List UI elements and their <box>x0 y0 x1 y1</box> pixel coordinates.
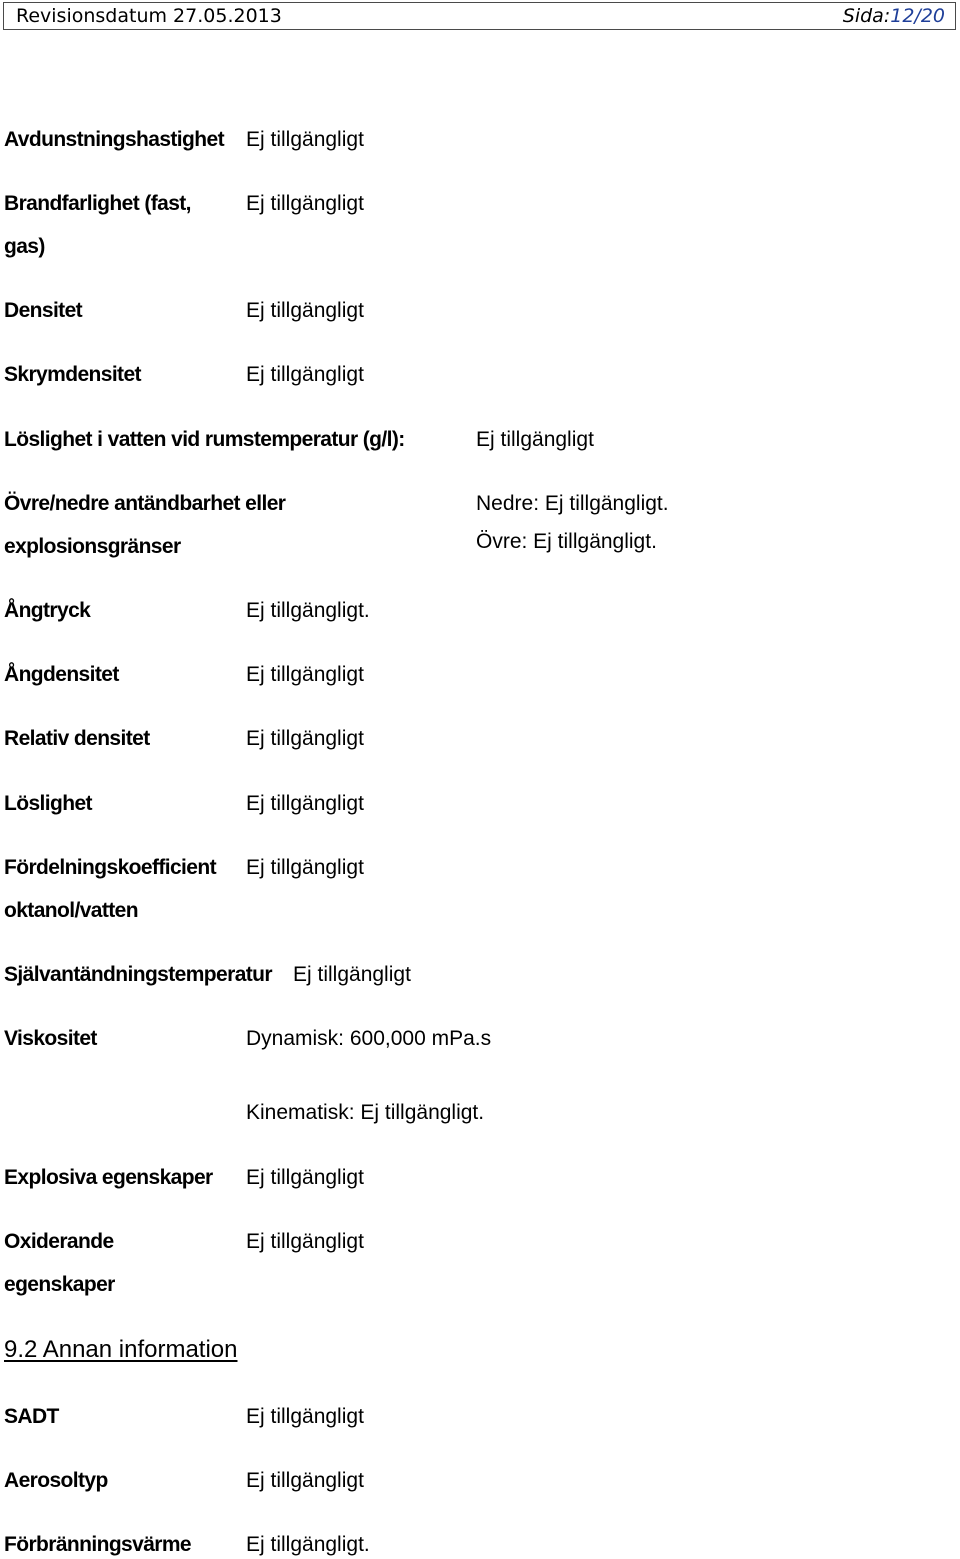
property-label: SADT <box>4 1405 59 1428</box>
property-label: Explosiva egenskaper <box>4 1166 213 1189</box>
property-label: Övre/nedre antändbarhet eller <box>4 492 286 515</box>
property-label: Löslighet i vatten vid rumstemperatur (g/l): <box>4 428 405 451</box>
section-heading: 9.2 Annan information <box>4 1336 238 1363</box>
property-label-cont: explosionsgränser <box>4 535 181 558</box>
property-label: Självantändningstemperatur <box>4 963 272 986</box>
property-value: Ej tillgängligt. <box>246 1533 370 1556</box>
property-label: Löslighet <box>4 792 92 815</box>
property-label: Viskositet <box>4 1027 97 1050</box>
property-value: Ej tillgängligt <box>246 1166 364 1189</box>
property-label-cont: gas) <box>4 235 45 258</box>
property-label: Förbränningsvärme <box>4 1533 192 1556</box>
property-value: Ej tillgängligt <box>246 1230 364 1253</box>
property-value: Ej tillgängligt <box>246 192 364 215</box>
page-header <box>3 2 956 30</box>
property-value: Ej tillgängligt. <box>246 599 370 622</box>
property-value: Ej tillgängligt <box>246 1469 364 1492</box>
revision-date: Revisionsdatum 27.05.2013 <box>16 5 282 27</box>
property-value: Ej tillgängligt <box>293 963 411 986</box>
property-value-cont: Kinematisk: Ej tillgängligt. <box>246 1101 485 1124</box>
property-label: Densitet <box>4 299 83 322</box>
property-value: Ej tillgängligt <box>476 428 594 451</box>
property-value: Ej tillgängligt <box>246 128 364 151</box>
property-label: Relativ densitet <box>4 727 150 750</box>
property-value-cont: Övre: Ej tillgängligt. <box>476 530 657 553</box>
property-value: Dynamisk: 600,000 mPa.s <box>246 1027 492 1050</box>
property-value: Ej tillgängligt <box>246 663 364 686</box>
property-value: Ej tillgängligt <box>246 856 364 879</box>
property-label: Fördelningskoefficient <box>4 856 216 879</box>
page-number: Sida:12/20 <box>842 5 945 27</box>
property-label: Skrymdensitet <box>4 363 141 386</box>
property-value: Ej tillgängligt <box>246 363 364 386</box>
property-label: Avdunstningshastighet <box>4 128 224 151</box>
property-label-cont: egenskaper <box>4 1273 115 1296</box>
property-value: Nedre: Ej tillgängligt. <box>476 492 669 515</box>
property-label: Ångtryck <box>4 599 91 622</box>
property-value: Ej tillgängligt <box>246 1405 364 1428</box>
property-label: Oxiderande <box>4 1230 114 1253</box>
property-value: Ej tillgängligt <box>246 299 364 322</box>
property-label-cont: oktanol/vatten <box>4 899 138 922</box>
property-label: Brandfarlighet (fast, <box>4 192 191 215</box>
property-value: Ej tillgängligt <box>246 792 364 815</box>
property-value: Ej tillgängligt <box>246 727 364 750</box>
property-label: Aerosoltyp <box>4 1469 108 1492</box>
property-label: Ångdensitet <box>4 663 119 686</box>
